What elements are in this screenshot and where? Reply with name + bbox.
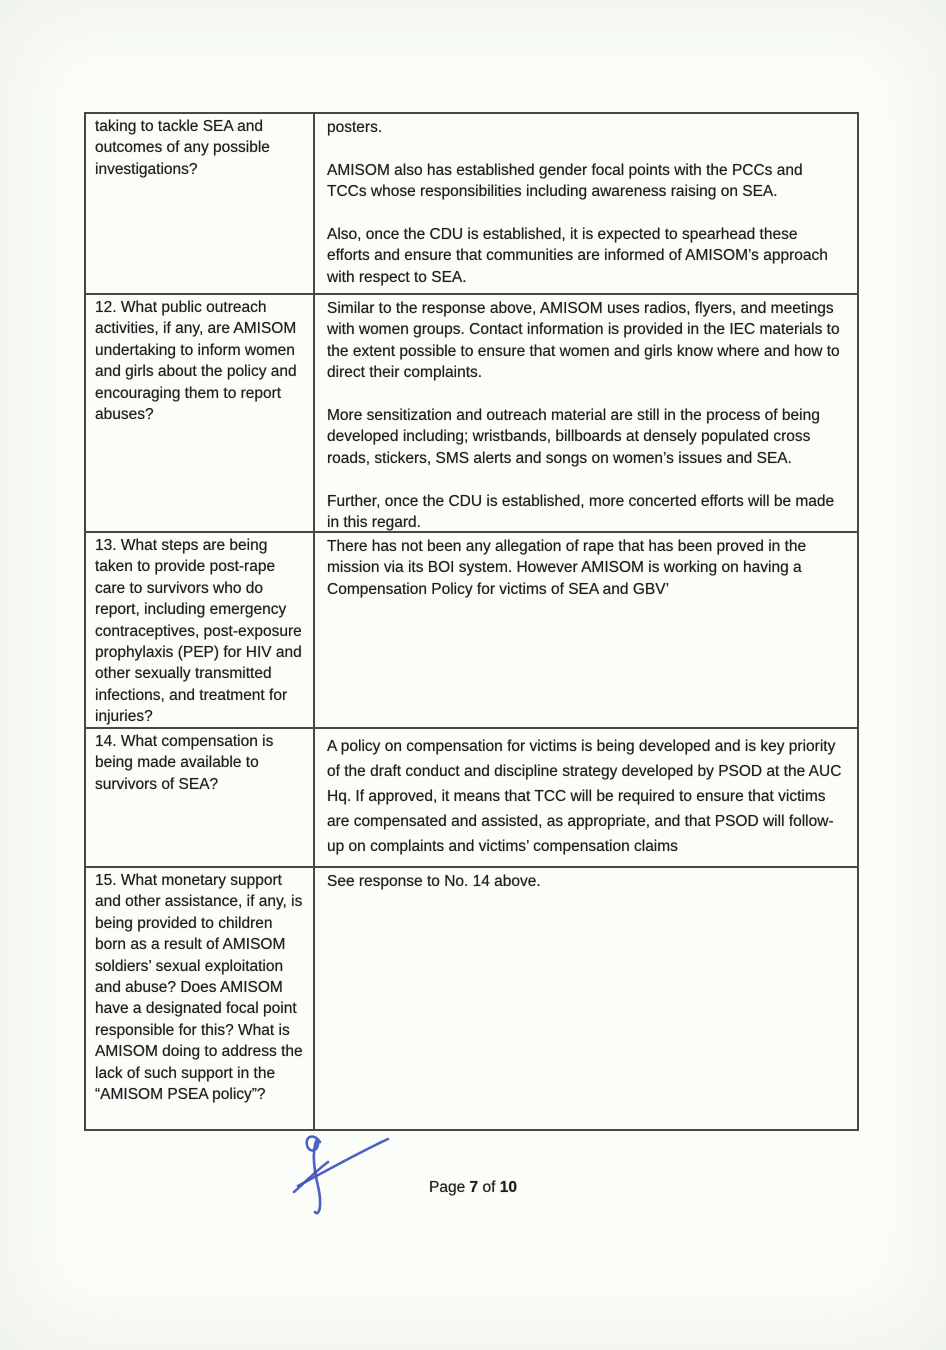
answer-cell: [315, 533, 857, 727]
question-text: 12. What public outreach activities, if any, are AMISOM undertaking to inform women and girls about the policy and encouraging them to report abuses?: [95, 299, 297, 424]
answer-cell: [315, 114, 857, 293]
question-cell: [86, 729, 315, 866]
question-text: 14. What compensation is being made available to survivors of SEA?: [95, 733, 274, 793]
question-text: taking to tackle SEA and outcomes of any possible investigations?: [95, 118, 270, 178]
table-row: [86, 293, 857, 531]
answer-cell: [315, 868, 857, 1129]
answer-paragraph: AMISOM also has established gender focal points with the PCCs and TCCs whose responsibilities including awareness raising on SEA.: [327, 161, 803, 201]
question-cell: [86, 295, 315, 531]
answer-paragraph: Also, once the CDU is established, it is expected to spearhead these efforts and ensure that communities are informed of AMISOM’s approach with respect to SEA.: [327, 226, 828, 286]
answer-paragraph: A policy on compensation for victims is being developed and is key priority of the draft conduct and discipline strategy developed by PSOD at the AUC Hq. If approved, it means that TCC will be required to ensure that victims are compensated and assisted, as appropriate, and that PSOD will follow-up on complaints and victims’ compensation claims: [327, 738, 842, 855]
total-pages-value: 10: [499, 1179, 517, 1196]
question-cell: [86, 868, 315, 1129]
table-row: [86, 114, 857, 293]
page-number: [0, 1179, 946, 1197]
answer-paragraph: posters.: [327, 119, 383, 136]
page-number-value: 7: [469, 1179, 479, 1196]
table-row: [86, 727, 857, 866]
question-cell: [86, 114, 315, 293]
signature-ink: [280, 1126, 398, 1226]
of-word: of: [482, 1179, 496, 1196]
answer-paragraph: Further, once the CDU is established, more concerted efforts will be made in this regard.: [327, 492, 835, 531]
answer-paragraph: See response to No. 14 above.: [327, 873, 541, 890]
question-text: 15. What monetary support and other assistance, if any, is being provided to children born as a result of AMISOM soldiers’ sexual exploitation and abuse? Does AMISOM have a designated focal point responsible for this? What is AMISOM doing to address the lack of such support in the “AMISOM PSEA policy”?: [95, 872, 303, 1104]
question-cell: [86, 533, 315, 727]
answer-cell: [315, 729, 857, 866]
qa-table: [84, 112, 859, 1131]
answer-cell: [315, 295, 857, 531]
answer-paragraph: More sensitization and outreach material are still in the process of being developed including; wristbands, billboards at densely populated cross roads, stickers, SMS alerts and songs on women’s issues and SEA.: [327, 407, 820, 467]
question-text: 13. What steps are being taken to provide post-rape care to survivors who do report, including emergency contraceptives, post-exposure prophylaxis (PEP) for HIV and other sexually transmitted infections, and treatment for injuries?: [95, 537, 302, 726]
table-row: [86, 531, 857, 727]
answer-paragraph: Similar to the response above, AMISOM uses radios, flyers, and meetings with women groups. Contact information is provided in the IEC materials to the extent possible to ensure that women and girls know where and how to direct their complaints.: [327, 300, 840, 382]
answer-paragraph: There has not been any allegation of rape that has been proved in the mission via its BOI system. However AMISOM is working on having a Compensation Policy for victims of SEA and GBV’: [327, 538, 807, 598]
page-word: Page: [429, 1179, 466, 1196]
table-row: [86, 866, 857, 1129]
